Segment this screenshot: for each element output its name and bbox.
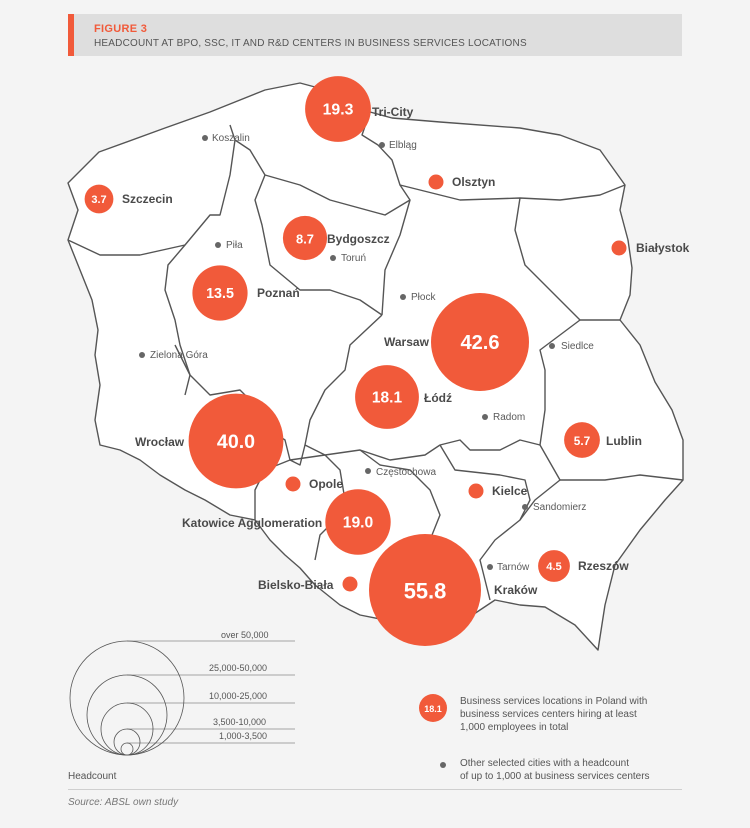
- value-warsaw: 42.6: [460, 332, 500, 354]
- legend-circles: [70, 641, 184, 755]
- value-lublin: 5.7: [573, 434, 591, 448]
- legend-label-over-50000: over 50,000: [221, 630, 269, 640]
- small-city-dot: [330, 255, 336, 261]
- small-city-label-tarnow: Tarnów: [497, 562, 530, 573]
- small-city-dot: [487, 564, 493, 570]
- legend-dot-desc-line1: Other selected cities with a headcount: [460, 758, 629, 769]
- small-city-label-radom: Radom: [493, 412, 526, 423]
- city-label-olsztyn: Olsztyn: [452, 175, 496, 189]
- city-label-tri-city: Tri-City: [372, 105, 414, 119]
- small-city-dot: [215, 242, 221, 248]
- city-label-lublin: Lublin: [606, 434, 642, 448]
- city-label-lodz: Łódź: [424, 391, 452, 405]
- legend-label-3500-10000: 3,500-10,000: [213, 717, 267, 727]
- legend-dot-desc-line2: of up to 1,000 at business services centers: [460, 771, 650, 782]
- value-lodz: 18.1: [371, 389, 403, 407]
- city-label-bialystok: Białystok: [636, 241, 690, 255]
- city-label-krakow: Kraków: [494, 583, 538, 597]
- legend-circle-1000-3500: [121, 743, 133, 755]
- small-city-label-czestochowa: Częstochowa: [376, 467, 437, 478]
- city-label-bydgoszcz: Bydgoszcz: [327, 232, 390, 246]
- legend-label-25000-50000: 25,000-50,000: [209, 663, 268, 673]
- bubble-legend: [419, 694, 650, 782]
- value-poznan: 13.5: [206, 286, 234, 302]
- legend-circle-3500-10000: [114, 729, 140, 755]
- small-city-label-siedlce: Siedlce: [561, 341, 594, 352]
- legend-circle-over-50000: [70, 641, 184, 755]
- small-city-label-sandomierz: Sandomierz: [533, 502, 587, 513]
- legend-bubble-desc-line3: 1,000 employees in total: [460, 722, 569, 733]
- city-label-bielsko-biala: Bielsko-Biała: [258, 578, 334, 592]
- small-city-label-pila: Piła: [226, 240, 243, 251]
- small-city-dot: [482, 414, 488, 420]
- value-bydgoszcz: 8.7: [296, 231, 314, 247]
- small-city-label-plock: Płock: [411, 292, 436, 303]
- legend-label-1000-3500: 1,000-3,500: [219, 731, 268, 741]
- small-city-label-zielona-gora: Zielona Góra: [150, 350, 208, 361]
- source-note: Source: ABSL own study: [68, 797, 179, 808]
- city-label-katowice: Katowice Agglomeration: [182, 516, 323, 530]
- value-wroclaw: 40.0: [216, 431, 256, 453]
- legend-label-10000-25000: 10,000-25,000: [209, 691, 268, 701]
- small-city-dot: [379, 142, 385, 148]
- legend-headcount-title: Headcount: [68, 771, 117, 782]
- city-label-rzeszow: Rzeszów: [578, 559, 629, 573]
- small-city-label-torun: Toruń: [341, 253, 367, 264]
- value-krakow: 55.8: [403, 578, 447, 604]
- small-city-label-elblag: Elbląg: [389, 140, 417, 151]
- value-tri-city: 19.3: [322, 101, 354, 119]
- legend-sample-value: 18.1: [424, 704, 442, 714]
- city-label-szczecin: Szczecin: [122, 192, 173, 206]
- small-city-dot: [202, 135, 208, 141]
- figure-label: FIGURE 3: [94, 23, 148, 35]
- small-city-dot: [139, 352, 145, 358]
- bubble-olsztyn: [429, 175, 444, 190]
- small-city-dot: [365, 468, 371, 474]
- legend-bubble-desc-line2: business services centers hiring at least: [460, 709, 637, 720]
- small-city-dot: [400, 294, 406, 300]
- value-rzeszow: 4.5: [546, 561, 562, 573]
- city-label-wroclaw: Wrocław: [135, 435, 185, 449]
- city-label-warsaw: Warsaw: [384, 335, 429, 349]
- bubble-bielsko-biala: [343, 577, 358, 592]
- legend-bubble-desc-line1: Business services locations in Poland with: [460, 696, 648, 707]
- size-legend: [68, 630, 295, 782]
- city-label-opole: Opole: [309, 477, 344, 491]
- source-divider: [68, 789, 682, 790]
- small-city-dot: [549, 343, 555, 349]
- value-szczecin: 3.7: [91, 194, 107, 206]
- bubble-opole: [286, 477, 301, 492]
- small-city-label-koszalin: Koszalin: [212, 133, 250, 144]
- figure-title: HEADCOUNT AT BPO, SSC, IT AND R&D CENTERS IN BUSINESS SERVICES LOCATIONS: [94, 38, 527, 49]
- bubble-bialystok: [612, 241, 627, 256]
- city-label-poznan: Poznań: [257, 286, 300, 300]
- small-city-dot: [522, 504, 528, 510]
- legend-sample-dot: [440, 762, 446, 768]
- bubble-kielce: [469, 484, 484, 499]
- value-katowice: 19.0: [342, 514, 374, 532]
- city-label-kielce: Kielce: [492, 484, 528, 498]
